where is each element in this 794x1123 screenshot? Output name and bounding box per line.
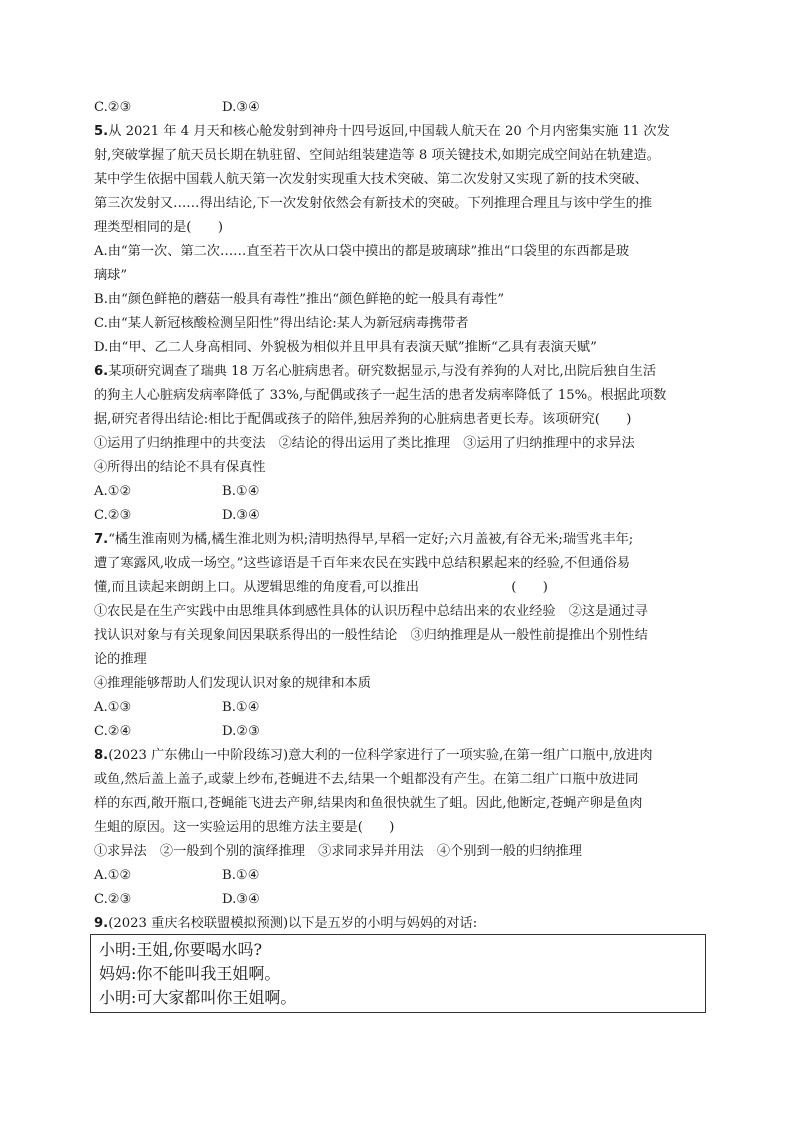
q7-number: 7. — [94, 532, 109, 547]
q7-option-d[interactable]: D.②③ — [222, 724, 260, 739]
q4-option-c[interactable]: C.②③ — [94, 100, 132, 115]
q5-option-a-cont[interactable]: 璃球” — [94, 268, 128, 283]
q8-stem-line — [94, 744, 706, 768]
q8-statements: ①求异法 ②一般到个别的演绎推理 ③求同求异并用法 ④个别到一般的归纳推理 — [94, 844, 582, 859]
q4-options-cd — [94, 96, 706, 120]
q8-option-a[interactable]: A.①② — [94, 868, 132, 883]
q8-stem-line: 生蛆的原因。这一实验运用的思维方法主要是( ) — [94, 820, 395, 835]
q6-stem-line — [94, 360, 706, 384]
q7-stem-line: 懂,而且读起来朗朗上口。从逻辑思维的角度看,可以推出 ( ) — [94, 580, 548, 595]
q6-statements: ④所得出的结论不具有保真性 — [94, 460, 266, 475]
q8-option-c[interactable]: C.②③ — [94, 892, 132, 907]
dialog-line: 小明:可大家都叫你王姐啊。 — [99, 988, 297, 1007]
dialog-line: 小明:王姐,你要喝水吗? — [99, 940, 263, 959]
q5-stem-line: 某中学生依据中国载人航天第一次发射实现重大技术突破、第二次发射又实现了新的技术突破、 — [94, 172, 648, 187]
q8-option-b[interactable]: B.①④ — [222, 868, 260, 883]
q5-option-a[interactable]: A.由“第一次、第二次……直至若干次从口袋中摸出的都是玻璃球”推出“口袋里的东西都是玻 — [94, 244, 630, 259]
q7-statements: ④推理能够帮助人们发现认识对象的规律和本质 — [94, 676, 371, 691]
q7-stem-line — [94, 528, 706, 552]
q4-option-d[interactable]: D.③④ — [222, 100, 260, 115]
q7-option-a[interactable]: A.①③ — [94, 700, 132, 715]
q9-text: (2023 重庆名校联盟模拟预测)以下是五岁的小明与妈妈的对话: — [108, 916, 478, 931]
q8-stem-line: 或鱼,然后盖上盖子,或蒙上纱布,苍蝇进不去,结果一个蛆都没有产生。在第二组广口瓶中放进同 — [94, 772, 639, 787]
q6-number: 6. — [94, 364, 109, 379]
q7-statements: ①农民是在生产实践中由思维具体到感性具体的认识历程中总结出来的农业经验 ②这是通过寻 — [94, 604, 648, 619]
q8-number: 8. — [94, 748, 109, 763]
q6-option-c[interactable]: C.②③ — [94, 508, 132, 523]
q8-stem-line: 样的东西,敞开瓶口,苍蝇能飞进去产卵,结果肉和鱼很快就生了蛆。因此,他断定,苍蝇产卵是鱼肉 — [94, 796, 643, 811]
q9-dialog-box — [90, 934, 706, 1013]
q7-option-c[interactable]: C.②④ — [94, 724, 132, 739]
q8-option-d[interactable]: D.③④ — [222, 892, 260, 907]
q6-stem-line: 据,研究者得出结论:相比于配偶或孩子的陪伴,独居养狗的心脏病患者更长寿。该项研究( ) — [94, 412, 632, 427]
q6-options-ab — [94, 480, 706, 504]
q9-number: 9. — [94, 916, 109, 931]
q7-options-cd — [94, 720, 706, 744]
q7-stem-line: 遭了寒露风,收成一场空。”这些谚语是千百年来农民在实践中总结积累起来的经验,不但通俗易 — [94, 556, 631, 571]
q8-options-ab — [94, 864, 706, 888]
q6-option-b[interactable]: B.①④ — [222, 484, 260, 499]
q5-number: 5. — [94, 124, 109, 139]
q7-option-b[interactable]: B.①④ — [222, 700, 260, 715]
q7-statements: 找认识对象与有关现象间因果联系得出的一般性结论 ③归纳推理是从一般性前提推出个别性结 — [94, 628, 648, 643]
q7-statements: 论的推理 — [94, 652, 147, 667]
q5-option-b[interactable]: B.由“颜色鲜艳的蘑菇一般具有毒性”推出“颜色鲜艳的蛇一般具有毒性” — [94, 292, 505, 307]
q6-option-d[interactable]: D.③④ — [222, 508, 260, 523]
document-page — [94, 96, 706, 936]
q8-options-cd — [94, 888, 706, 912]
q6-statements: ①运用了归纳推理中的共变法 ②结论的得出运用了类比推理 ③运用了归纳推理中的求异法 — [94, 436, 635, 451]
q6-stem-line: 的狗主人心脏病发病率降低了 33%,与配偶或孩子一起生活的患者发病率降低了 15%。根据此项数 — [94, 388, 667, 403]
q6-text: 某项研究调查了瑞典 18 万名心脏病患者。研究数据显示,与没有养狗的人对比,出院后独自生活 — [108, 364, 657, 379]
q7-options-ab — [94, 696, 706, 720]
q9-stem-line — [94, 912, 706, 936]
q5-option-c[interactable]: C.由“某人新冠核酸检测呈阳性”得出结论:某人为新冠病毒携带者 — [94, 316, 469, 331]
q7-text: “橘生淮南则为橘,橘生淮北则为枳;清明热得早,早稻一定好;六月盖被,有谷无米;瑞雪兆丰年; — [108, 532, 634, 547]
q5-stem-line: 第三次发射又……得出结论,下一次发射依然会有新技术的突破。下列推理合理且与该中学生的推 — [94, 196, 653, 211]
q5-stem-line — [94, 120, 706, 144]
q5-stem-line: 射,突破掌握了航天员长期在轨驻留、空间站组装建造等 8 项关键技术,如期完成空间站在轨建造。 — [94, 148, 660, 163]
q5-stem-line: 理类型相同的是( ) — [94, 220, 223, 235]
q5-option-d[interactable]: D.由“甲、乙二人身高相同、外貌极为相似并且甲具有表演天赋”推断“乙具有表演天赋” — [94, 340, 597, 355]
q6-options-cd — [94, 504, 706, 528]
q6-option-a[interactable]: A.①② — [94, 484, 132, 499]
q5-text: 从 2021 年 4 月天和核心舱发射到神舟十四号返回,中国载人航天在 20 个月内密集实施 11 次发 — [108, 124, 670, 139]
dialog-line: 妈妈:你不能叫我王姐啊。 — [99, 964, 281, 983]
q8-text: (2023 广东佛山一中阶段练习)意大利的一位科学家进行了一项实验,在第一组广口瓶中,放进肉 — [108, 748, 653, 763]
